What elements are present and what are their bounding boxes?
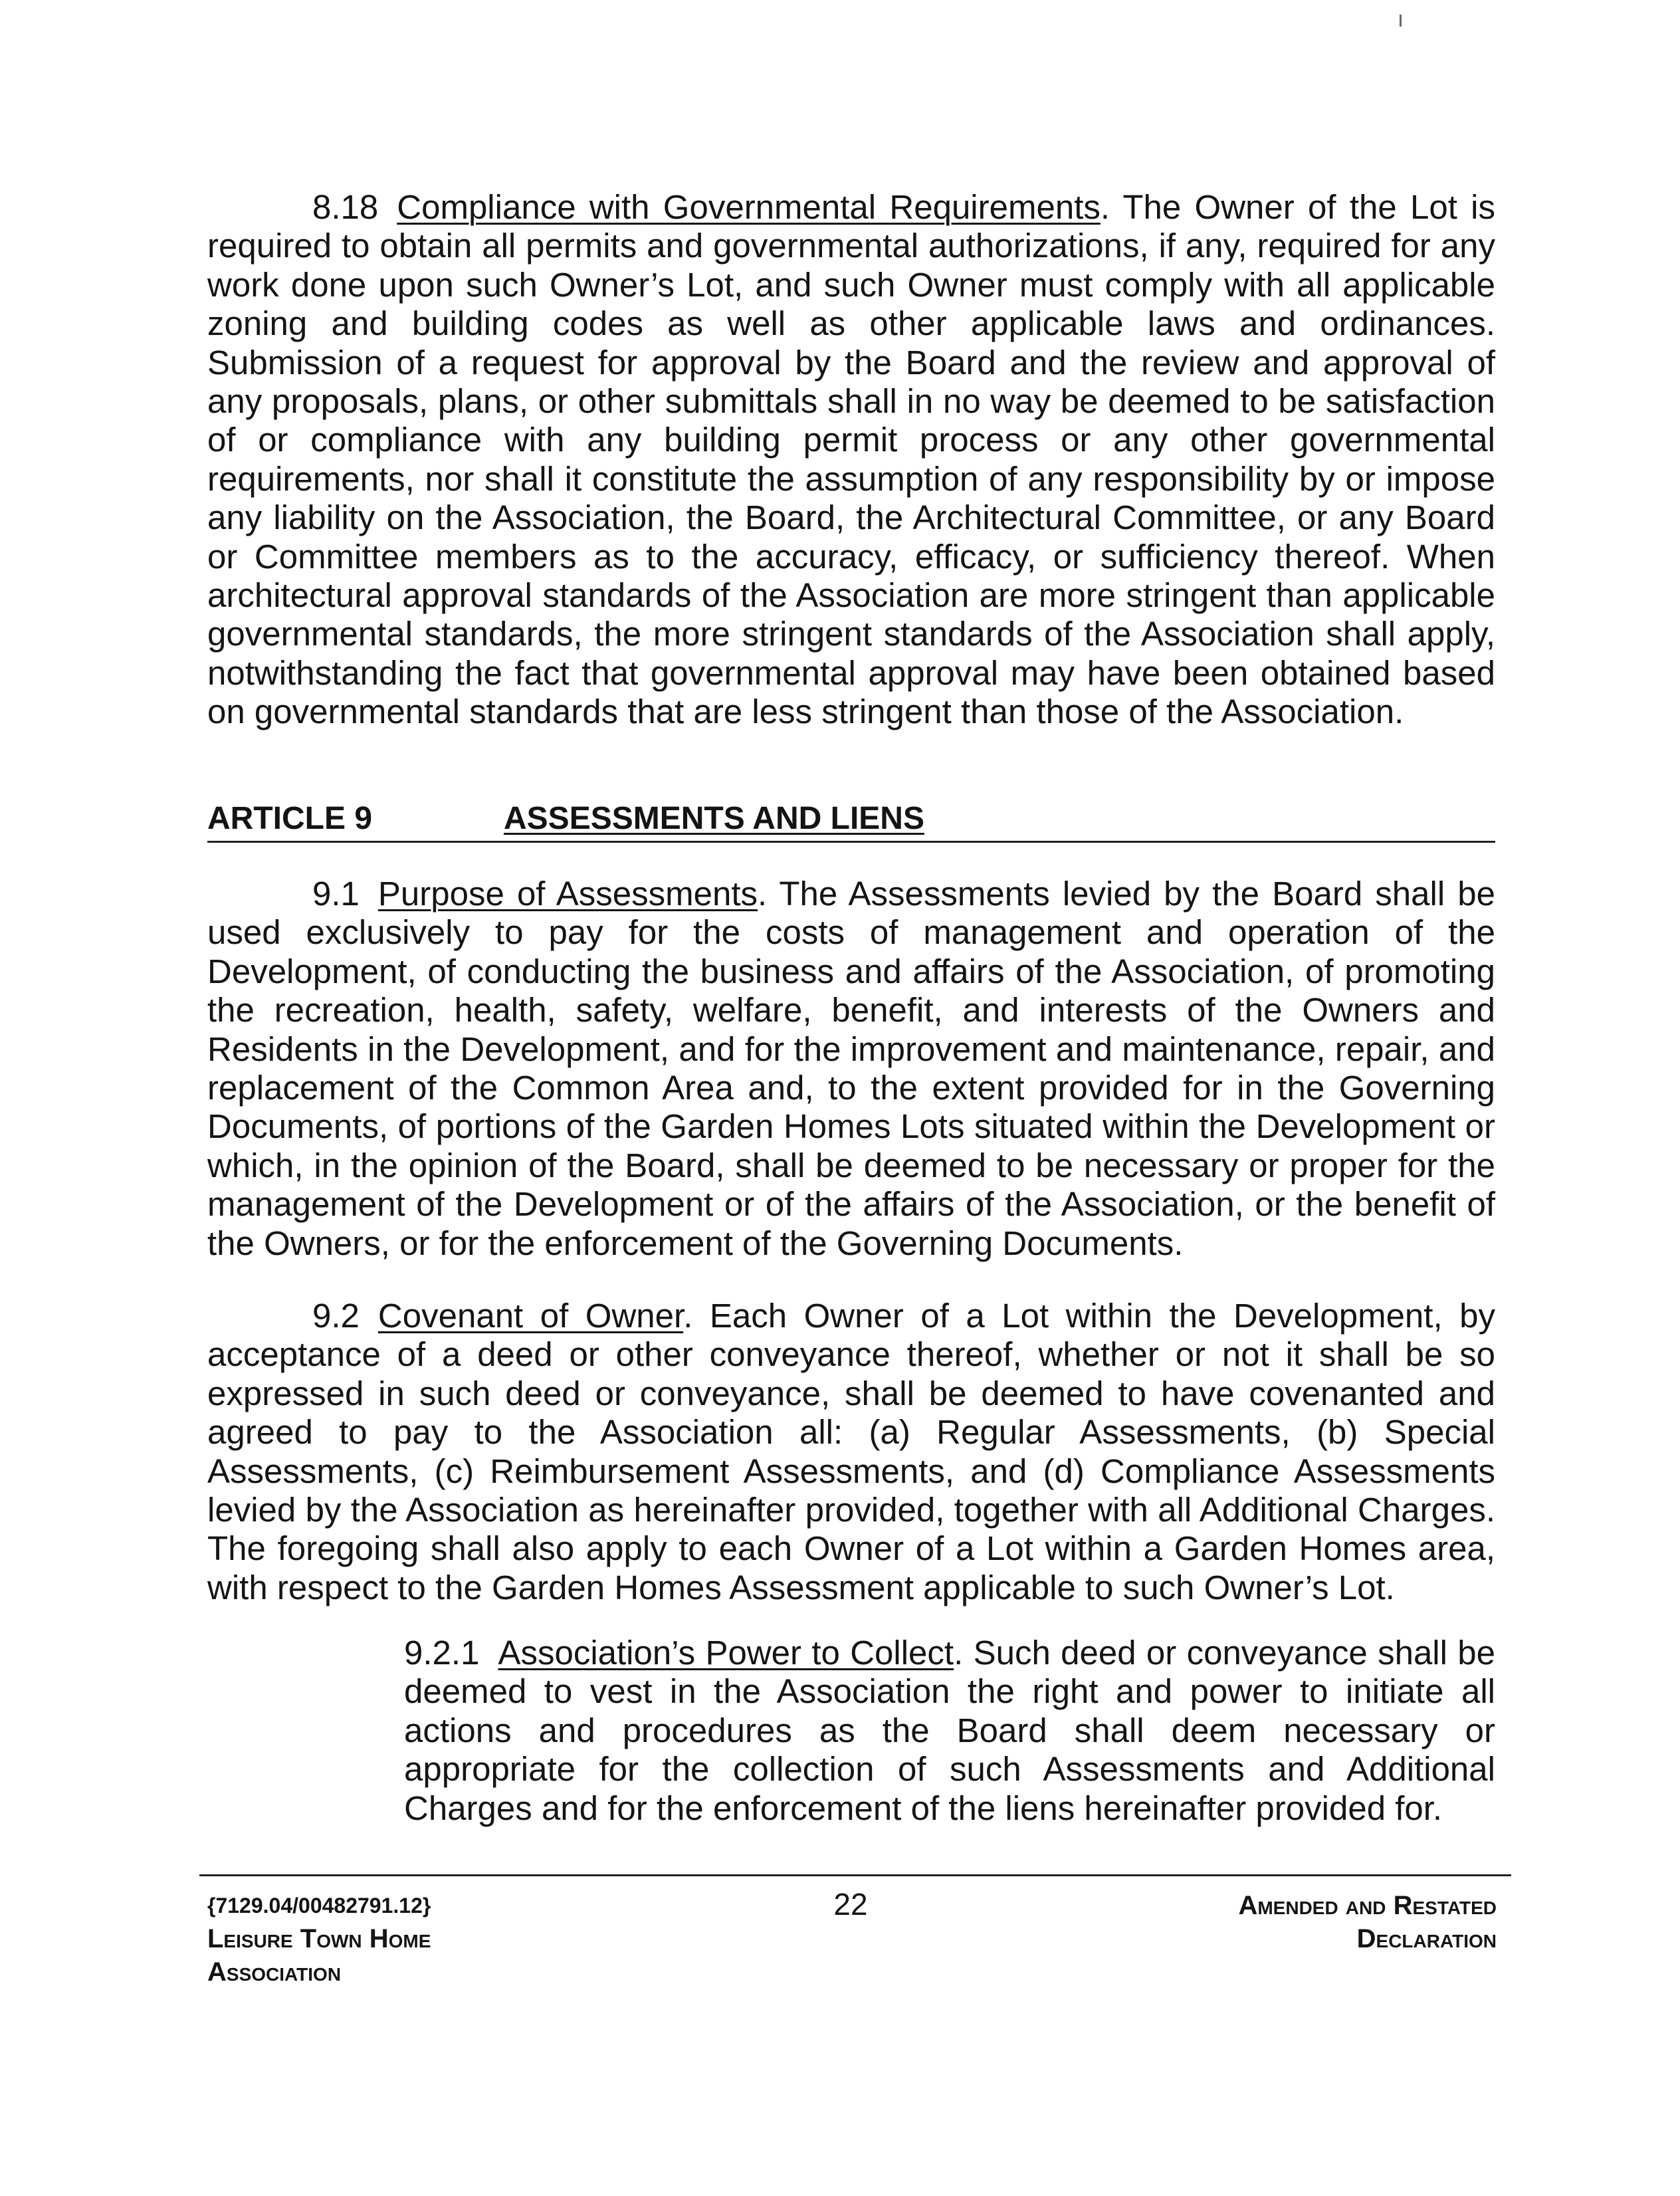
article-heading [207, 797, 1495, 843]
section-number: 9.1 [312, 875, 360, 913]
document-title-line1: Amended and Restated [1238, 1891, 1497, 1920]
section-body: . The Assessments levied by the Board shall be used exclusively to pay for the costs of management and operation of the Development, of conducting the business and affairs of the Association, of promoting the recreation, health, safety, welfare, benefit, and interests of the Owners and Residents in the Development, and for the improvement and maintenance, repair, and replacement of the Common Area and, to the extent provided for in the Governing Documents, of portions of the Garden Homes Lots situated within the Development or which, in the opinion of the Board, shall be deemed to be necessary or proper for the management of the Development or of the affairs of the Association, or the benefit of the Owners, or for the enforcement of the Governing Documents. [207, 875, 1495, 1262]
section-number: 9.2.1 [404, 1634, 480, 1672]
section-9-1 [207, 875, 1495, 1263]
section-title: Association’s Power to Collect [498, 1634, 954, 1672]
article-title: ASSESSMENTS AND LIENS [504, 801, 924, 836]
section-body: . Each Owner of a Lot within the Development, by acceptance of a deed or other conveyance thereof, whether or not it shall be so expressed in such deed or conveyance, shall be deemed to have covenanted and agreed to pay to the Association all: (a) Regular Assessments, (b) Special Assessments, (c) Reimbursement Assessments, and (d) Compliance Assessments levied by the Association as hereinafter provided, together with all Additional Charges. The foregoing shall also apply to each Owner of a Lot within a Garden Homes area, with respect to the Garden Homes Assessment applicable to such Owner’s Lot. [207, 1297, 1496, 1606]
document-title-line2: Declaration [1356, 1924, 1497, 1953]
scan-mark [1400, 15, 1402, 27]
section-number: 9.2 [312, 1297, 360, 1335]
footer-right [1238, 1889, 1497, 1955]
page-number: 22 [833, 1887, 868, 1922]
article-label: ARTICLE 9 [207, 801, 373, 836]
footer-left [207, 1889, 431, 1989]
section-number: 8.18 [312, 188, 379, 226]
section-body: . Such deed or conveyance shall be deemed to vest in the Association the right and power to initiate all actions and procedures as the Board shall deem necessary or appropriate for the collection of such Assessments and Additional Charges and for the enforcement of the liens hereinafter provided for. [404, 1634, 1496, 1827]
section-title: Purpose of Assessments [377, 875, 758, 913]
section-9-2-1 [404, 1634, 1495, 1828]
document-code: {7129.04/00482791.12} [207, 1894, 431, 1918]
section-8-18 [207, 188, 1495, 732]
section-title: Covenant of Owner [377, 1297, 684, 1335]
section-body: . The Owner of the Lot is required to obtain all permits and governmental authorizations, if any, required for any work done upon such Owner’s Lot, and such Owner must comply with all applicable zoning and building codes as well as other applicable laws and ordinances. Submission of a request for approval by the Board and the review and approval of any proposals, plans, or other submittals shall in no way be deemed to be satisfaction of or compliance with any building permit process or any other governmental requirements, nor shall it constitute the assumption of any responsibility by or impose any liability on the Association, the Board, the Architectural Committee, or any Board or Committee members as to the accuracy, efficacy, or sufficiency thereof. When architectural approval standards of the Association are more stringent than applicable governmental standards, the more stringent standards of the Association shall apply, notwithstanding the fact that governmental approval may have been obtained based on governmental standards that are less stringent than those of the Association. [207, 188, 1496, 731]
association-name-line2: Association [207, 1957, 342, 1987]
association-name-line1: Leisure Town Home [207, 1924, 431, 1953]
section-9-2 [207, 1297, 1495, 1607]
footer-rule [199, 1874, 1511, 1876]
section-title: Compliance with Governmental Requirements [397, 188, 1101, 226]
